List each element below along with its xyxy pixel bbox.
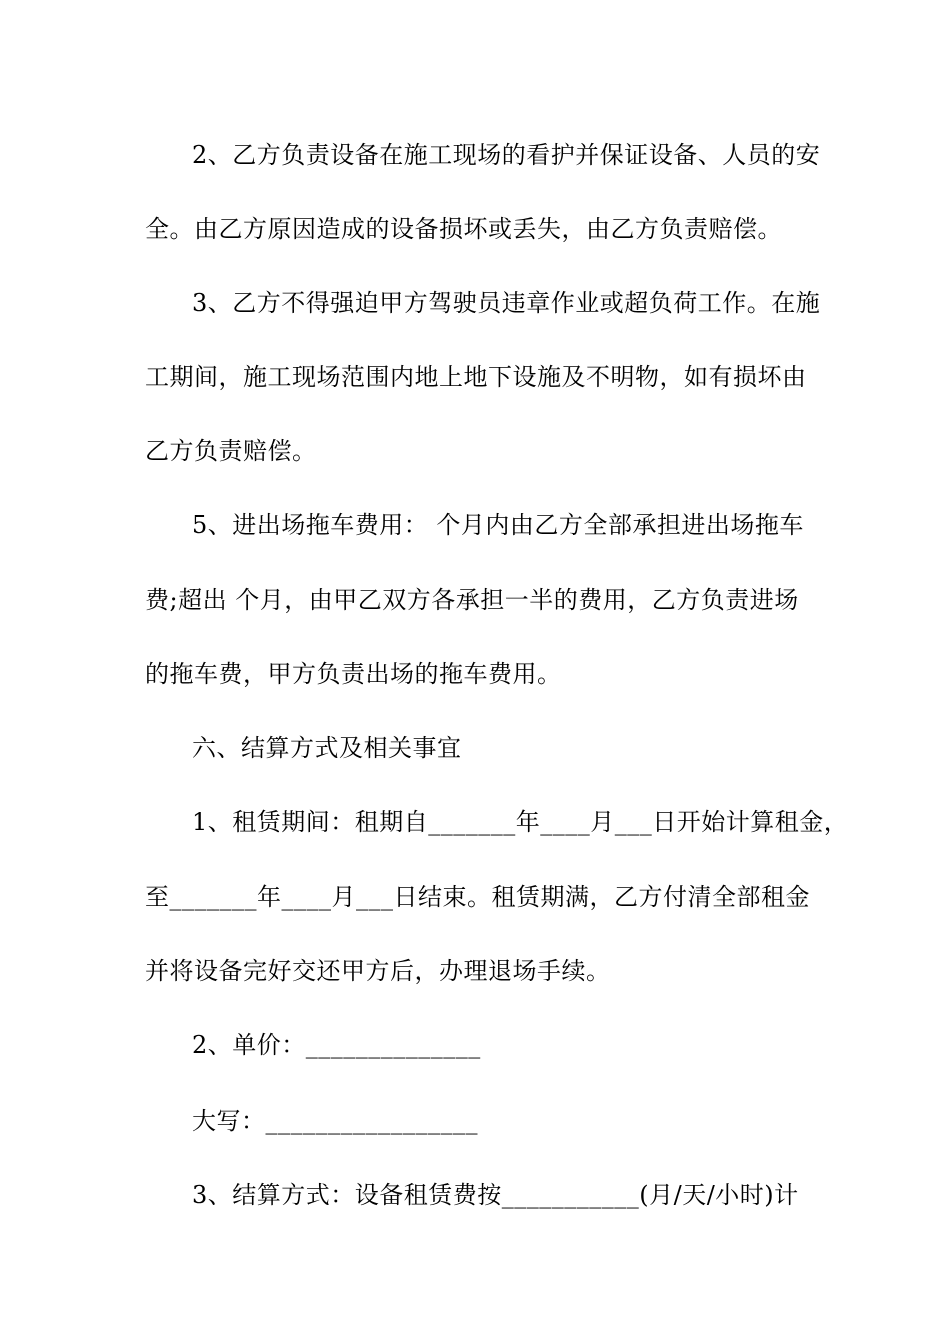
clause-2-line-2: 全。由乙方原因造成的设备损坏或丢失，由乙方负责赔偿。 (145, 215, 782, 243)
amount-in-words-line: 大写：_________________ (192, 1107, 478, 1135)
clause-3-line-1: 3、乙方不得强迫甲方驾驶员违章作业或超负荷工作。在施 (192, 289, 821, 317)
section-six-heading: 六、结算方式及相关事宜 (192, 734, 462, 762)
clause-5-line-3: 的拖车费，甲方负责出场的拖车费用。 (145, 660, 562, 688)
rental-period-line-3: 并将设备完好交还甲方后，办理退场手续。 (145, 957, 611, 985)
unit-price-line: 2、单价：______________ (192, 1031, 481, 1059)
rental-period-line-2: 至_______年____月___日结束。租赁期满，乙方付清全部租金 (145, 883, 810, 911)
clause-3-line-2: 工期间，施工现场范围内地上地下设施及不明物，如有损坏由 (145, 363, 807, 391)
clause-3-line-3: 乙方负责赔偿。 (145, 437, 317, 465)
clause-2-line-1: 2、乙方负责设备在施工现场的看护并保证设备、人员的安 (192, 141, 821, 169)
clause-5-line-2: 费;超出 个月，由甲乙双方各承担一半的费用，乙方负责进场 (145, 586, 799, 614)
clause-5-line-1: 5、进出场拖车费用： 个月内由乙方全部承担进出场拖车 (192, 511, 804, 539)
rental-period-line-1: 1、租赁期间：租期自_______年____月___日开始计算租金， (192, 808, 849, 836)
settlement-method-line: 3、结算方式：设备租赁费按___________(月/天/小时)计 (192, 1181, 799, 1209)
